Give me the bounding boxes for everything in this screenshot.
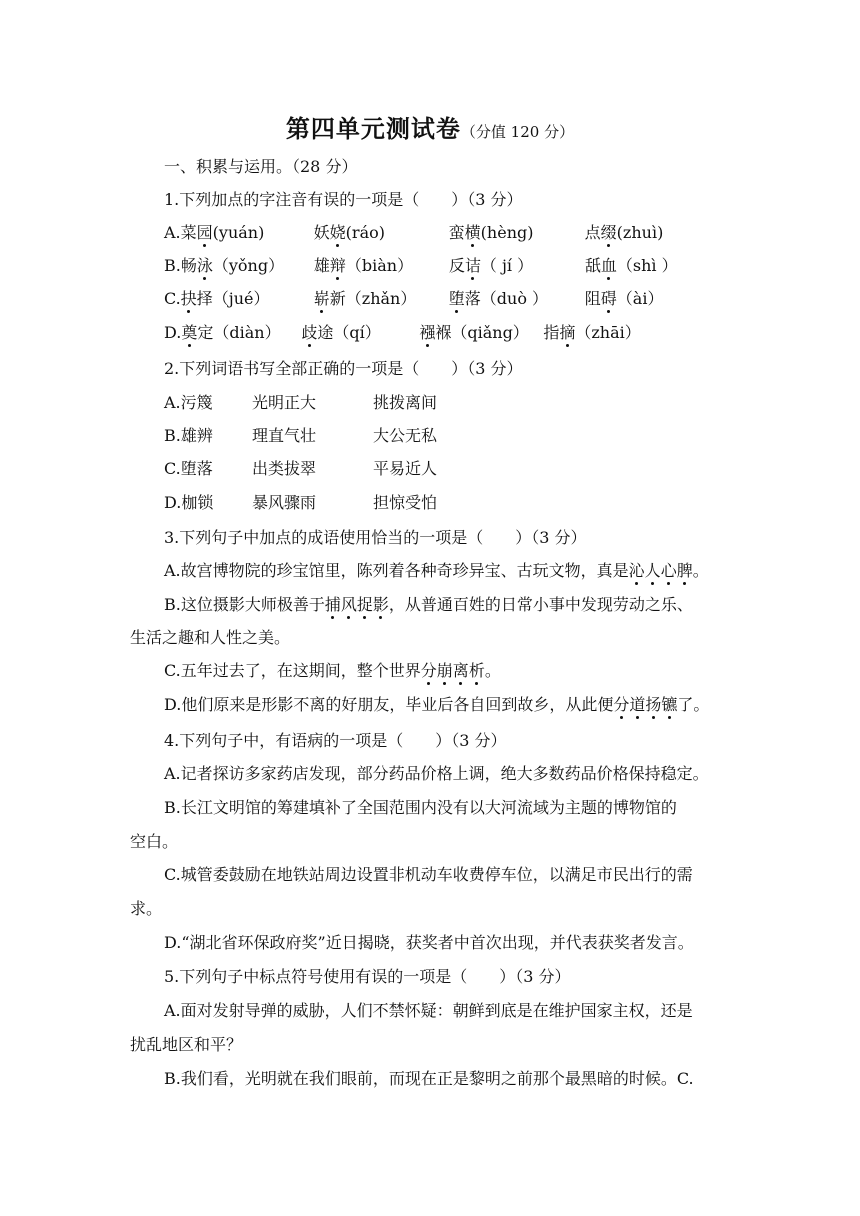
option-item: 雄辩（biàn） [313, 256, 414, 275]
q1-option-d [164, 321, 641, 345]
q1-option-b [164, 254, 678, 278]
dotted-idiom: 沁人心脾 [628, 561, 693, 580]
q5-option-a-cont: 扰乱地区和平？ [130, 1035, 243, 1054]
option-item: 妖娆(ráo) [313, 223, 385, 242]
q4-stem: 4.下列句子中，有语病的一项是（ ）（3 分） [164, 731, 507, 750]
q3-option-b: B.这位摄影大师极善于捕风捉影，从普通百姓的日常小事中发现劳动之乐、 [164, 595, 693, 614]
q4-option-c: C.城管委鼓励在地铁站周边设置非机动车收费停车位，以满足市民出行的需 [164, 865, 693, 884]
q2-option-d: D.枷锁 暴风骤雨 担惊受怕 [164, 493, 438, 512]
q5-option-b: B.我们看，光明就在我们眼前，而现在正是黎明之前那个最黑暗的时候。C. [164, 1069, 694, 1088]
option-item: 奠定（diàn） [181, 323, 281, 342]
q1-option-a [164, 221, 663, 245]
option-item: 指摘（zhāi） [543, 323, 641, 342]
title-main: 第四单元测试卷 [285, 114, 461, 143]
q3-option-c: C.五年过去了，在这期间，整个世界分崩离析。 [164, 661, 501, 680]
q4-option-b-cont: 空白。 [130, 832, 179, 851]
option-label: A. [164, 223, 181, 242]
q3-option-d: D.他们原来是形影不离的好朋友，毕业后各自回到故乡，从此便分道扬镳了。 [164, 695, 710, 714]
q2-option-c: C.堕落 出类拔翠 平易近人 [164, 459, 438, 478]
option-item: 畅泳（yǒng） [180, 256, 285, 275]
q2-option-b: B.雄辨 理直气壮 大公无私 [164, 426, 438, 445]
q5-stem: 5.下列句子中标点符号使用有误的一项是（ ）（3 分） [164, 967, 571, 986]
option-label: D. [164, 323, 182, 342]
q5-option-a: A.面对发射导弹的威胁，人们不禁怀疑：朝鲜到底是在维护国家主权，还是 [164, 1001, 693, 1020]
title-score: （分值 120 分） [460, 123, 575, 141]
q2-option-a: A.污篾 光明正大 挑拨离间 [164, 393, 438, 412]
option-item: 阻碍（ài） [584, 289, 664, 308]
q4-option-b: B.长江文明馆的筹建填补了全国范围内没有以大河流域为主题的博物馆的 [164, 798, 677, 817]
option-item: 襁褓（qiǎng） [419, 323, 529, 342]
option-item: 反诘（ jí ） [448, 256, 534, 275]
option-item: 点缀(zhuì) [584, 223, 664, 242]
option-label: B. [164, 256, 181, 275]
q3-stem: 3.下列句子中加点的成语使用恰当的一项是（ ）（3 分） [164, 528, 587, 547]
option-item: 蛮横(hèng) [448, 223, 534, 242]
dotted-idiom: 分崩离析 [420, 661, 485, 680]
q1-stem: 1.下列加点的字注音有误的一项是（ ）（3 分） [164, 190, 523, 209]
option-item: 堕落（duò ） [448, 289, 549, 308]
option-item: 菜园(yuán) [180, 223, 265, 242]
q4-option-c-cont: 求。 [130, 899, 163, 918]
dotted-idiom: 分道扬镳 [613, 695, 678, 714]
page-title [0, 112, 860, 149]
q3-option-b-cont: 生活之趣和人性之美。 [130, 628, 291, 647]
q1-option-c [164, 287, 663, 311]
section-heading: 一、积累与运用。（28 分） [164, 157, 358, 176]
option-label: C. [164, 289, 181, 308]
option-item: 歧途（qí） [301, 323, 381, 342]
dotted-idiom: 捕风捉影 [324, 595, 389, 614]
q4-option-d: D.“湖北省环保政府奖”近日揭晓，获奖者中首次出现，并代表获奖者发言。 [164, 933, 694, 952]
q3-option-a: A.故宫博物院的珍宝馆里，陈列着各种奇珍异宝、古玩文物，真是沁人心脾。 [164, 561, 709, 580]
q2-stem: 2.下列词语书写全部正确的一项是（ ）（3 分） [164, 359, 523, 378]
option-item: 崭新（zhǎn） [313, 289, 417, 308]
q4-option-a: A.记者探访多家药店发现，部分药品价格上调，绝大多数药品价格保持稳定。 [164, 764, 709, 783]
option-item: 舐血（shì ） [584, 256, 678, 275]
option-item: 抉择（jué） [180, 289, 270, 308]
